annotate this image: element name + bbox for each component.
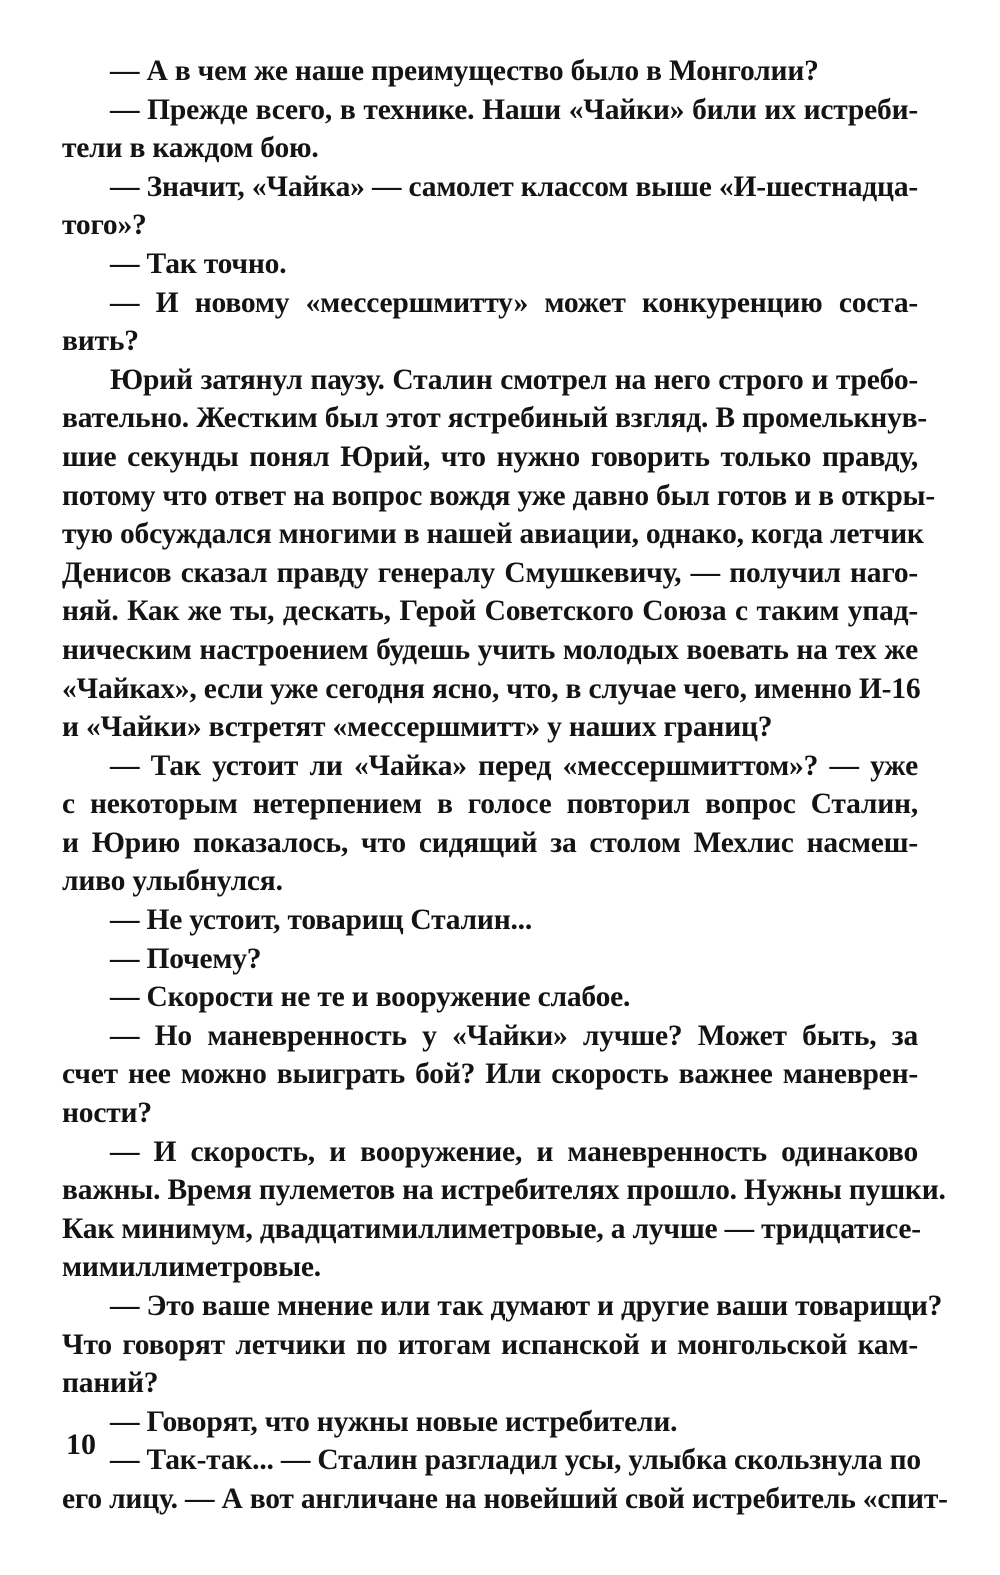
- text-line: — Значит, «Чайка» — самолет классом выше «И-шестнадца-: [110, 170, 918, 203]
- text-line: и «Чайки» встретят «мессершмитт» у наших границ?: [62, 711, 773, 744]
- text-line: вательно. Жестким был этот ястребиный взгляд. В промелькнув-: [62, 402, 928, 435]
- text-line: того»?: [62, 209, 147, 242]
- text-line: мимиллиметровые.: [62, 1251, 321, 1284]
- text-line: ливо улыбнулся.: [62, 865, 283, 898]
- text-line: вить?: [62, 325, 139, 358]
- text-line: — Прежде всего, в технике. Наши «Чайки» били их истреби-: [110, 93, 918, 126]
- text-line: — Не устоит, товарищ Сталин...: [110, 904, 533, 937]
- text-line: и Юрию показалось, что сидящий за столом Мехлис насмеш-: [62, 826, 918, 859]
- text-line: — Почему?: [110, 942, 262, 975]
- text-line: — Так точно.: [110, 247, 287, 280]
- text-line: Юрий затянул паузу. Сталин смотрел на него строго и требо-: [110, 363, 918, 396]
- text-line: — Так устоит ли «Чайка» перед «мессершмиттом»? — уже: [110, 749, 918, 782]
- text-line: его лицу. — А вот англичане на новейший свой истребитель «спит-: [62, 1482, 948, 1515]
- text-line: — И скорость, и вооружение, и маневренность одинаково: [110, 1135, 918, 1168]
- text-line: шие секунды понял Юрий, что нужно говорить только правду,: [62, 440, 918, 473]
- text-line: — Так-так... — Сталин разгладил усы, улыбка скользнула по: [110, 1444, 921, 1477]
- text-line: — Говорят, что нужны новые истребители.: [110, 1405, 678, 1438]
- text-line: ности?: [62, 1097, 152, 1130]
- text-line: важны. Время пулеметов на истребителях прошло. Нужны пушки.: [62, 1174, 946, 1207]
- text-line: — А в чем же наше преимущество было в Монголии?: [110, 55, 819, 87]
- text-line: — Скорости не те и вооружение слабое.: [110, 981, 631, 1014]
- text-line: — Но маневренность у «Чайки» лучше? Может быть, за: [110, 1019, 918, 1052]
- text-line: «Чайках», если уже сегодня ясно, что, в случае чего, именно И-16: [62, 672, 921, 705]
- text-line: Денисов сказал правду генералу Смушкевичу, — получил наго-: [62, 556, 918, 589]
- text-line: с некоторым нетерпением в голосе повторил вопрос Сталин,: [62, 788, 918, 821]
- text-line: Что говорят летчики по итогам испанской и монгольской кам-: [62, 1328, 918, 1361]
- text-line: потому что ответ на вопрос вождя уже давно был готов и в откры-: [62, 479, 935, 512]
- text-line: тую обсуждался многими в нашей авиации, однако, когда летчик: [62, 518, 924, 551]
- text-line: паний?: [62, 1367, 159, 1400]
- text-line: — Это ваше мнение или так думают и другие ваши товарищи?: [110, 1290, 943, 1322]
- text-line: ническим настроением будешь учить молодых воевать на тех же: [62, 633, 918, 666]
- page-number: 10: [66, 1428, 96, 1461]
- text-line: — И новому «мессершмитту» может конкуренцию соста-: [110, 286, 918, 319]
- text-line: счет нее можно выиграть бой? Или скорость важнее маневрен-: [62, 1058, 918, 1091]
- text-line: няй. Как же ты, дескать, Герой Советского Союза с таким упад-: [62, 595, 918, 628]
- text-line: Как минимум, двадцатимиллиметровые, а лучше — тридцатисе-: [62, 1212, 921, 1245]
- page-body-text: [62, 52, 948, 1519]
- text-line: тели в каждом бою.: [62, 132, 319, 165]
